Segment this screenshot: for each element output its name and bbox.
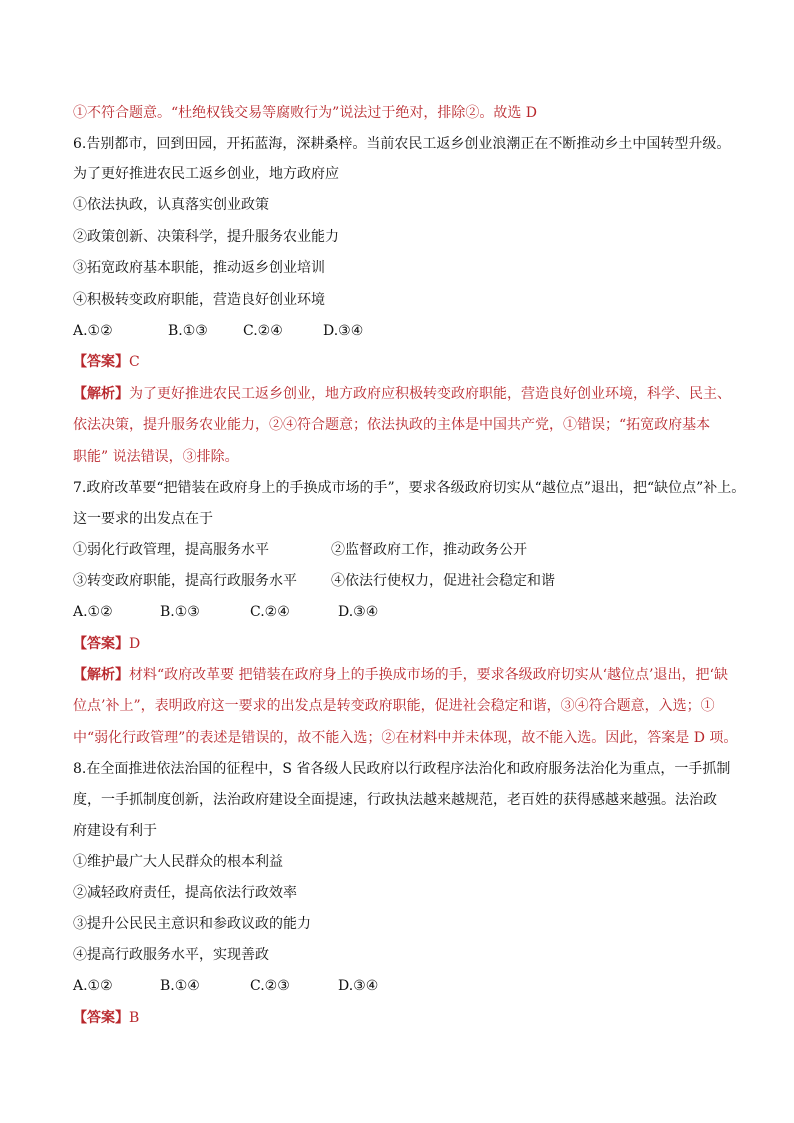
q7-item-4: ④依法行使权力，促进社会稳定和谐 — [331, 573, 555, 589]
q7-option-b: B.①③ — [160, 604, 200, 620]
q6-stem-line-1: 6.告别都市，回到田园，开拓蓝海，深耕桑梓。当前农民工返乡创业浪潮正在不断推动乡土中国转型升级。 — [73, 136, 731, 152]
q7-option-a: A.①② — [73, 604, 113, 620]
q6-option-b: B.①③ — [168, 323, 208, 339]
q8-item-3: ③提升公民民主意识和参政议政的能力 — [73, 916, 311, 932]
q6-answer-value: C — [129, 354, 140, 370]
q7-analysis-line-3: 中“弱化行政管理”的表述是错误的，故不能入选；②在材料中并未体现，故不能入选。因此，答案是 D 项。 — [73, 730, 738, 746]
q8-option-c: C.②③ — [250, 978, 290, 994]
q6-item-2: ②政策创新、决策科学，提升服务农业能力 — [73, 229, 339, 245]
q6-analysis-tag: 【解析】 — [73, 386, 129, 402]
q7-analysis-tag: 【解析】 — [73, 667, 129, 683]
q8-option-b: B.①④ — [160, 978, 200, 994]
q6-analysis-line-1 — [73, 385, 731, 403]
q7-item-1: ①弱化行政管理，提高服务水平 — [73, 542, 269, 558]
q7-answer — [73, 635, 140, 653]
q6-analysis-line-3: 职能” 说法错误，③排除。 — [73, 449, 239, 465]
q8-item-1: ①维护最广大人民群众的根本利益 — [73, 854, 283, 870]
q7-answer-value: D — [129, 636, 141, 652]
q7-analysis-line-2: 位点’补上”，表明政府这一要求的出发点是转变政府职能，促进社会稳定和谐，③④符合题意，入选；① — [73, 698, 715, 714]
q6-analysis-text-1: 为了更好推进农民工返乡创业，地方政府应积极转变政府职能，营造良好创业环境，科学、民主、 — [129, 386, 731, 402]
q6-answer — [73, 353, 140, 371]
q8-answer-value: B — [129, 1010, 140, 1026]
q5-analysis-end: ①不符合题意。“杜绝权钱交易等腐败行为”说法过于绝对，排除②。故选 D — [73, 105, 537, 121]
q8-item-2: ②减轻政府责任，提高依法行政效率 — [73, 885, 297, 901]
q7-item-2: ②监督政府工作，推动政务公开 — [331, 542, 527, 558]
q6-item-3: ③拓宽政府基本职能，推动返乡创业培训 — [73, 260, 325, 276]
q6-item-4: ④积极转变政府职能，营造良好创业环境 — [73, 292, 325, 308]
q6-answer-tag: 【答案】 — [73, 354, 129, 370]
q8-stem-line-2: 度，一手抓制度创新，法治政府建设全面提速，行政执法越来越规范，老百姓的获得感越来越强。法治政 — [73, 792, 717, 808]
q6-analysis-line-2: 依法决策，提升服务农业能力，②④符合题意；依法执政的主体是中国共产党，①错误；“拓宽政府基本 — [73, 417, 711, 433]
q7-analysis-line-1 — [73, 666, 728, 684]
q8-option-d: D.③④ — [338, 978, 379, 994]
q6-option-c: C.②④ — [243, 323, 283, 339]
q8-stem-line-1: 8.在全面推进依法治国的征程中，S 省各级人民政府以行政程序法治化和政府服务法治化为重点，一手抓制 — [73, 761, 731, 777]
q7-answer-tag: 【答案】 — [73, 636, 129, 652]
q8-item-4: ④提高行政服务水平，实现善政 — [73, 947, 269, 963]
q6-option-d: D.③④ — [323, 323, 364, 339]
q7-option-d: D.③④ — [338, 604, 379, 620]
q7-analysis-text-1: 材料“政府改革要 把错装在政府身上的手换成市场的手，要求各级政府切实从‘越位点’退出，把‘缺 — [129, 667, 728, 683]
q7-stem-line-2: 这一要求的出发点在于 — [73, 511, 213, 527]
q6-stem-line-2: 为了更好推进农民工返乡创业，地方政府应 — [73, 166, 339, 182]
q8-answer-tag: 【答案】 — [73, 1010, 129, 1026]
q8-stem-line-3: 府建设有利于 — [73, 823, 157, 839]
q6-item-1: ①依法执政，认真落实创业政策 — [73, 197, 269, 213]
q8-option-a: A.①② — [73, 978, 113, 994]
q8-answer — [73, 1009, 139, 1027]
q7-item-3: ③转变政府职能，提高行政服务水平 — [73, 573, 297, 589]
q6-option-a: A.①② — [73, 323, 113, 339]
q7-option-c: C.②④ — [250, 604, 290, 620]
q7-stem-line-1: 7.政府改革要“把错装在政府身上的手换成市场的手”，要求各级政府切实从“越位点”退出，把“缺位点”补上。 — [73, 480, 746, 496]
